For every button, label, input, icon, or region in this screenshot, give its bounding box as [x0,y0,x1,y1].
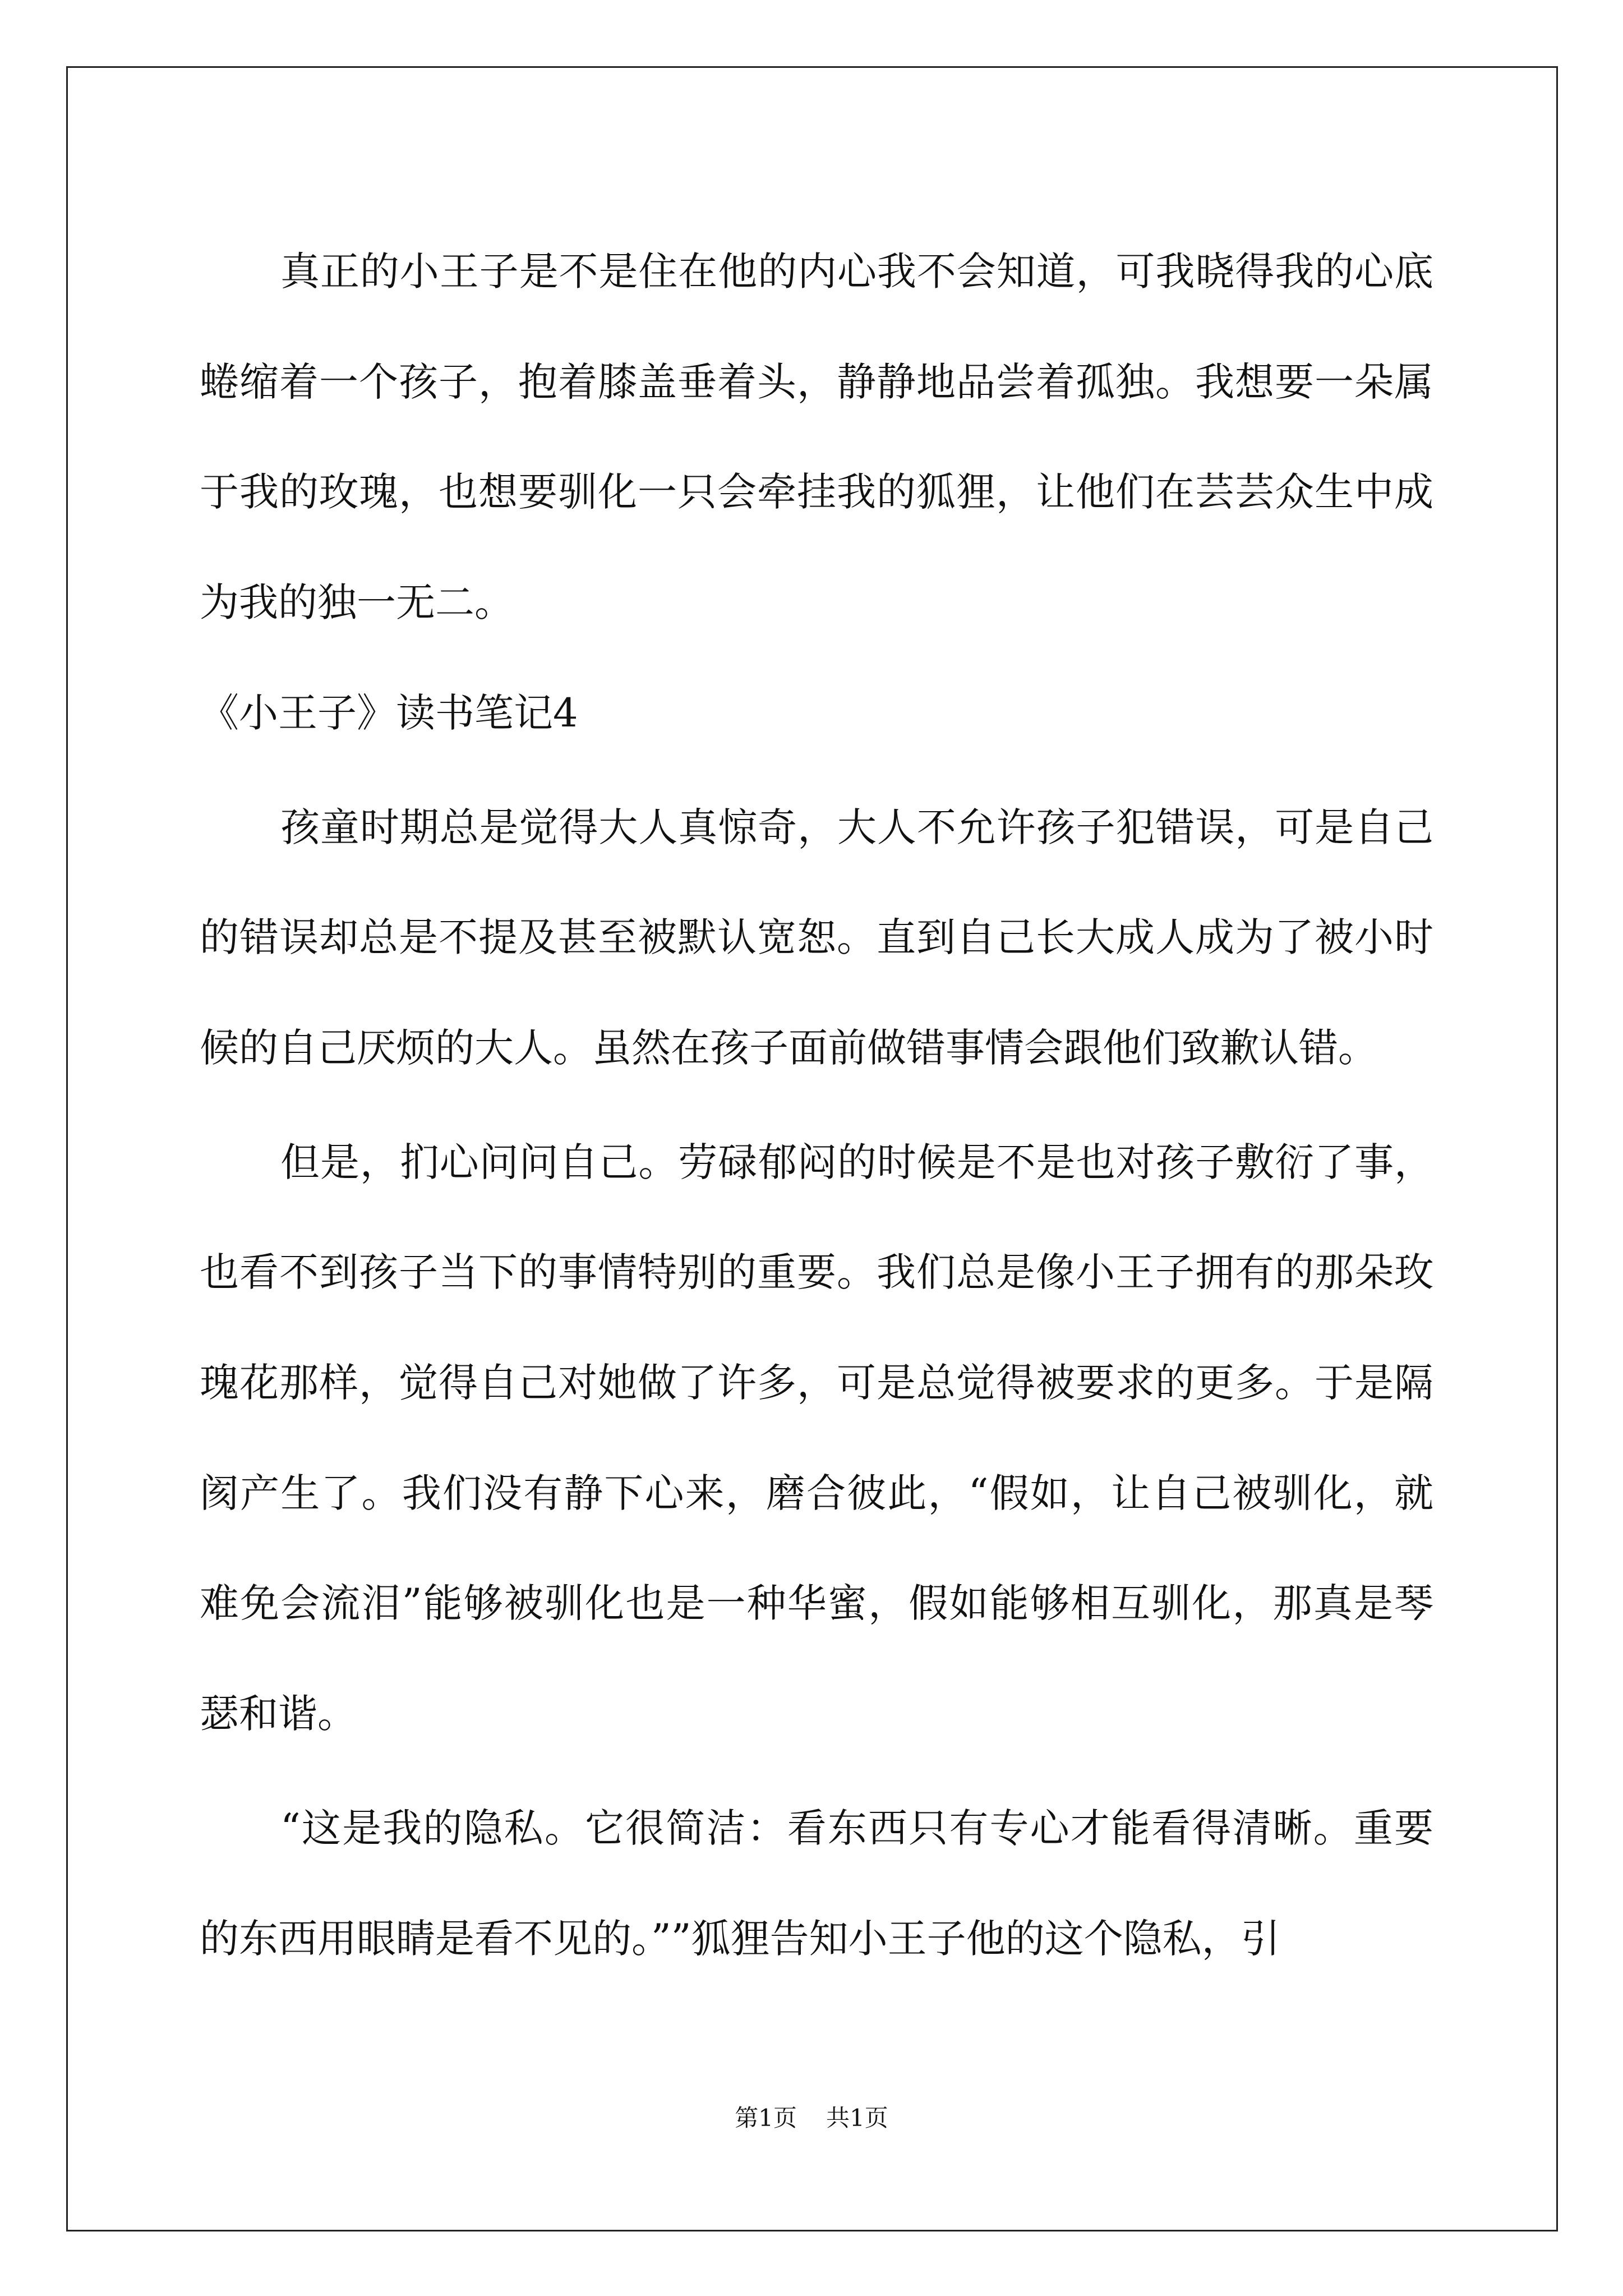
paragraph-1: 真正的小王子是不是住在他的内心我不会知道，可我晓得我的心底蜷缩着一个孩子，抱着膝盖垂着头，静静地品尝着孤独。我想要一朵属于我的玫瑰，也想要驯化一只会牵挂我的狐狸，让他们在芸芸众生中成为我的独一无二。 [200,249,1433,626]
page-number: 第1页 [735,2104,797,2132]
page-footer [0,2101,1623,2135]
paragraph-2: 孩童时期总是觉得大人真惊奇，大人不允许孩子犯错误，可是自己的错误却总是不提及甚至被默认宽恕。直到自己长大成人成为了被小时候的自己厌烦的大人。虽然在孩子面前做错事情会跟他们致歉认错。 [200,804,1433,1071]
paragraph-4: “这是我的隐私。它很简洁：看东西只有专心才能看得清晰。重要的东西用眼睛是看不见的。””狐狸告知小王子他的这个隐私，引 [200,1805,1433,1962]
paragraph-3: 但是，扪心问问自己。劳碌郁闷的时候是不是也对孩子敷衍了事，也看不到孩子当下的事情特别的重要。我们总是像小王子拥有的那朵玫瑰花那样，觉得自己对她做了许多，可是总觉得被要求的更多。于是隔阂产生了。我们没有静下心来，磨合彼此，“假如，让自己被驯化，就难免会流泪”能够被驯化也是一种华蜜，假如能够相互驯化，那真是琴瑟和谐。 [200,1139,1433,1737]
document-body [200,217,1433,1994]
section-heading: 《小王子》读书笔记4 [200,689,578,736]
page-total: 共1页 [826,2104,888,2132]
